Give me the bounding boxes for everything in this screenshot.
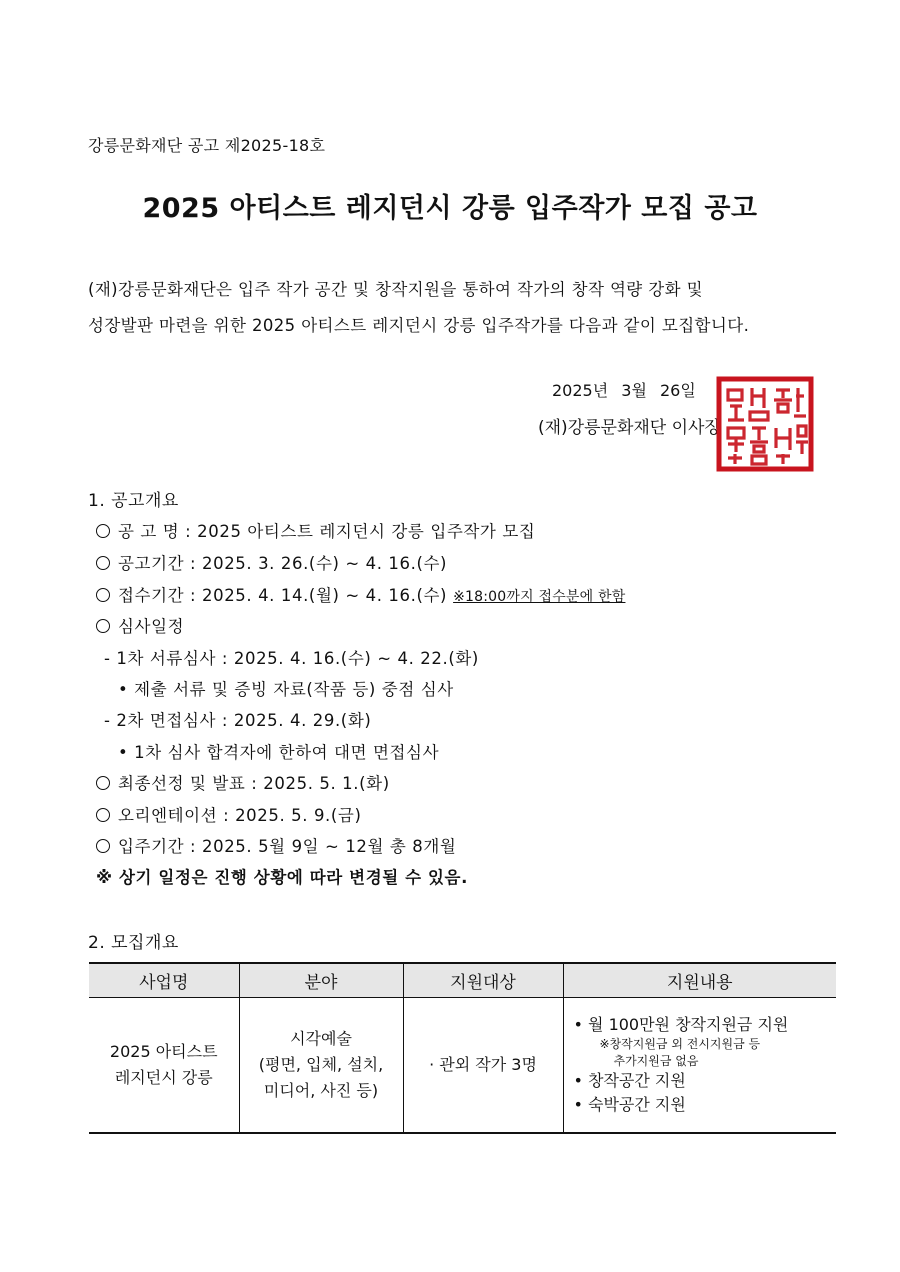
header-field: 분야 — [239, 963, 403, 997]
circle-bullet-icon — [96, 839, 110, 853]
item-text: 공 고 명 : 2025 아티스트 레지던시 강릉 입주작가 모집 — [118, 522, 536, 541]
circle-bullet-icon — [96, 808, 110, 822]
notice-number: 강릉문화재단 공고 제2025-18호 — [88, 136, 326, 155]
cell-support — [563, 997, 836, 1133]
schedule-change-warning: ※ 상기 일정은 진행 상황에 따라 변경될 수 있음. — [96, 868, 468, 887]
circle-bullet-icon — [96, 556, 110, 570]
cell-target: · 관외 작가 3명 — [403, 997, 563, 1133]
field-line: (평면, 입체, 설치, — [258, 1054, 384, 1074]
item-text: 접수기간 : 2025. 4. 14.(월) ~ 4. 16.(수) — [118, 586, 448, 605]
item-final-selection — [96, 770, 390, 794]
field-line: 미디어, 사진 등) — [263, 1080, 379, 1100]
item-residency-period — [96, 833, 456, 857]
cell-program — [89, 997, 239, 1133]
support-note: ※창작지원금 외 전시지원금 등 — [599, 1036, 761, 1051]
section1-heading: 1. 공고개요 — [88, 491, 179, 511]
intro-line-1: (재)강릉문화재단은 입주 작가 공간 및 창작지원을 통하여 작가의 창작 역량 강화 및 — [88, 280, 703, 299]
item-reception-period — [96, 582, 625, 606]
circle-bullet-icon — [96, 619, 110, 633]
official-seal-stamp — [716, 376, 814, 472]
support-note: 추가지원금 없음 — [613, 1053, 699, 1068]
item-notice-name — [96, 518, 535, 542]
intro-line-2: 성장발판 마련을 위한 2025 아티스트 레지던시 강릉 입주작가를 다음과 같이 모집합니다. — [88, 316, 750, 335]
item-text: 최종선정 및 발표 : 2025. 5. 1.(화) — [118, 774, 390, 793]
item-orientation — [96, 802, 362, 826]
item-notice-period — [96, 550, 447, 574]
item-review-round2: - 2차 면접심사 : 2025. 4. 29.(화) — [104, 711, 372, 730]
support-item: • 창작공간 지원 — [573, 1070, 686, 1090]
cell-field — [239, 997, 403, 1133]
circle-bullet-icon — [96, 776, 110, 790]
issuer-name: (재)강릉문화재단 이사장 — [538, 418, 721, 438]
recruitment-table — [89, 962, 836, 1134]
item-review-round1-detail: • 제출 서류 및 증빙 자료(작품 등) 중점 심사 — [118, 680, 454, 699]
support-item: • 월 100만원 창작지원금 지원 — [573, 1014, 789, 1034]
item-text: 공고기간 : 2025. 3. 26.(수) ~ 4. 16.(수) — [118, 554, 448, 573]
item-review-schedule — [96, 613, 184, 637]
page-title: 2025 아티스트 레지던시 강릉 입주작가 모집 공고 — [142, 193, 758, 224]
section2-heading: 2. 모집개요 — [88, 933, 179, 953]
reception-deadline-note: ※18:00까지 접수분에 한함 — [453, 589, 626, 605]
item-text: 입주기간 : 2025. 5월 9일 ~ 12월 총 8개월 — [118, 837, 457, 856]
item-text: 오리엔테이션 : 2025. 5. 9.(금) — [118, 806, 362, 825]
circle-bullet-icon — [96, 588, 110, 602]
header-target: 지원대상 — [403, 963, 563, 997]
header-program: 사업명 — [89, 963, 239, 997]
table-row — [89, 997, 836, 1133]
table-header-row — [89, 963, 836, 997]
item-review-round1: - 1차 서류심사 : 2025. 4. 16.(수) ~ 4. 22.(화) — [104, 649, 479, 668]
program-line: 레지던시 강릉 — [114, 1067, 213, 1087]
support-item: • 숙박공간 지원 — [573, 1094, 686, 1114]
circle-bullet-icon — [96, 524, 110, 538]
item-text: 심사일정 — [118, 617, 185, 636]
announcement-date: 2025년 3월 26일 — [552, 381, 696, 400]
field-line: 시각예술 — [290, 1028, 352, 1048]
header-support: 지원내용 — [563, 963, 836, 997]
program-line: 2025 아티스트 — [109, 1041, 218, 1061]
item-review-round2-detail: • 1차 심사 합격자에 한하여 대면 면접심사 — [118, 743, 440, 762]
